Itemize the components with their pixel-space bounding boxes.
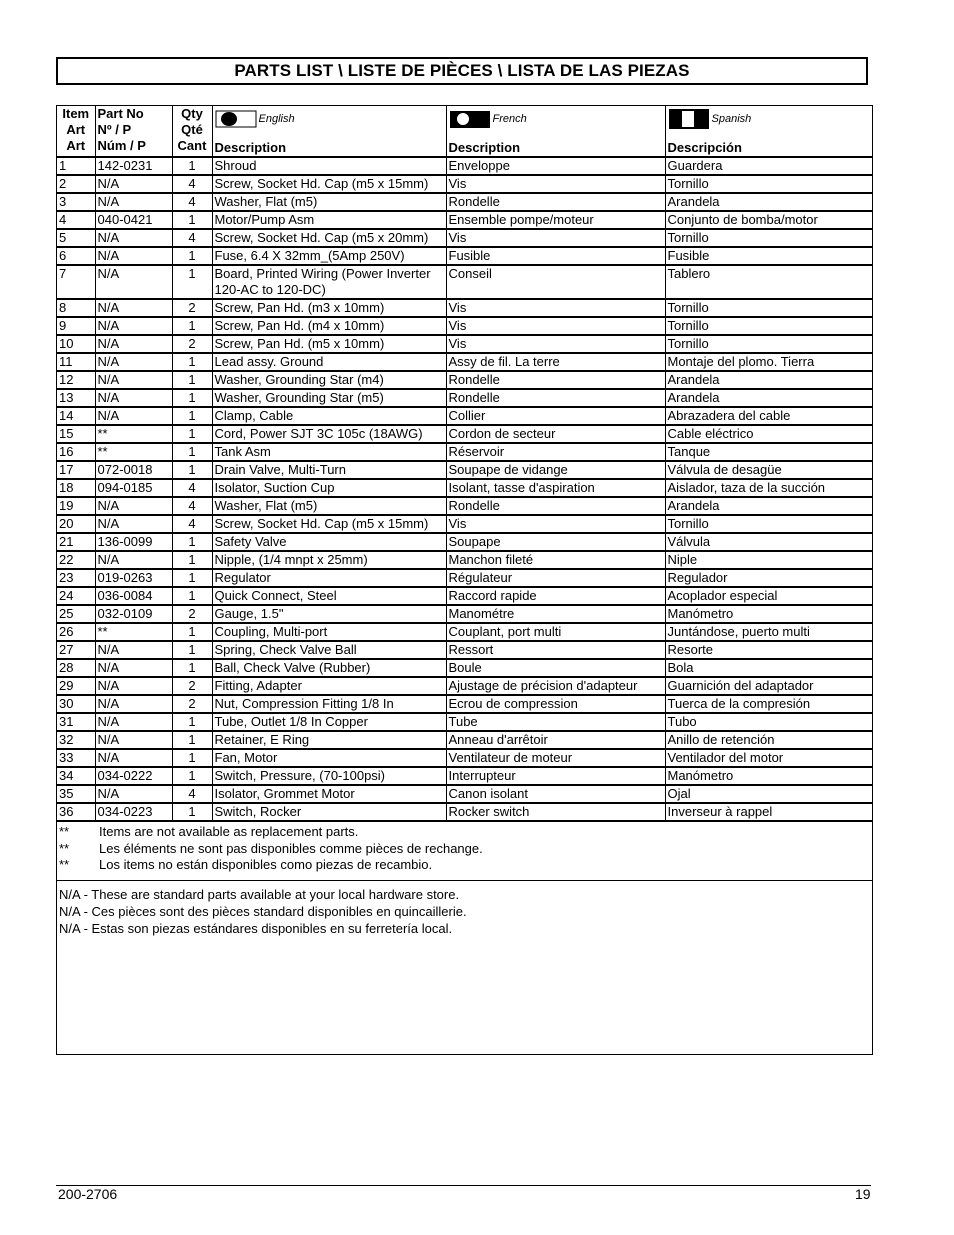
- part-number-cell: N/A: [95, 193, 172, 211]
- item-cell: 27: [57, 641, 95, 659]
- item-cell: 16: [57, 443, 95, 461]
- qty-cell: 1: [172, 461, 212, 479]
- part-number-cell: 032-0109: [95, 605, 172, 623]
- description-spanish-cell: Inverseur à rappel: [665, 803, 872, 820]
- description-french-cell: Interrupteur: [446, 767, 665, 785]
- table-row: [57, 605, 872, 623]
- description-french-cell: Ressort: [446, 641, 665, 659]
- table-row: [57, 247, 872, 265]
- item-cell: 2: [57, 175, 95, 193]
- item-cell: 31: [57, 713, 95, 731]
- table-row: [57, 533, 872, 551]
- item-cell: 10: [57, 335, 95, 353]
- english-flag-icon: [215, 110, 257, 128]
- description-english-cell: Shroud: [212, 157, 446, 175]
- table-row: [57, 551, 872, 569]
- part-number-cell: 136-0099: [95, 533, 172, 551]
- item-cell: 7: [57, 265, 95, 299]
- description-french-cell: Collier: [446, 407, 665, 425]
- item-cell: 5: [57, 229, 95, 247]
- qty-cell: 1: [172, 731, 212, 749]
- part-number-cell: 094-0185: [95, 479, 172, 497]
- qty-cell: 2: [172, 677, 212, 695]
- qty-cell: 1: [172, 407, 212, 425]
- table-row: [57, 803, 872, 820]
- spanish-flag-icon: [668, 108, 710, 130]
- table-row: [57, 479, 872, 497]
- description-english-cell: Screw, Pan Hd. (m3 x 10mm): [212, 299, 446, 317]
- description-english-cell: Board, Printed Wiring (Power Inverter 120-AC to 120-DC): [212, 265, 446, 299]
- description-french-cell: Ensemble pompe/moteur: [446, 211, 665, 229]
- description-french-cell: Rondelle: [446, 371, 665, 389]
- description-french-cell: Vis: [446, 175, 665, 193]
- table-row: [57, 713, 872, 731]
- document-number: 200-2706: [58, 1186, 118, 1202]
- footer-divider: [56, 1185, 871, 1186]
- description-english-cell: Gauge, 1.5": [212, 605, 446, 623]
- table-row: [57, 299, 872, 317]
- description-english-cell: Switch, Pressure, (70-100psi): [212, 767, 446, 785]
- qty-cell: 1: [172, 443, 212, 461]
- qty-cell: 2: [172, 605, 212, 623]
- part-number-cell: N/A: [95, 407, 172, 425]
- item-cell: 33: [57, 749, 95, 767]
- qty-cell: 1: [172, 211, 212, 229]
- note-row: ** Items are not available as replacement parts.: [59, 824, 359, 839]
- description-spanish-cell: Tanque: [665, 443, 872, 461]
- part-number-cell: 034-0222: [95, 767, 172, 785]
- parts-table: [57, 106, 872, 820]
- part-number-cell: 036-0084: [95, 587, 172, 605]
- description-english-cell: Motor/Pump Asm: [212, 211, 446, 229]
- item-cell: 20: [57, 515, 95, 533]
- header-description-french: French Description: [446, 106, 665, 157]
- description-french-cell: Régulateur: [446, 569, 665, 587]
- parts-table-body: [57, 157, 872, 820]
- qty-cell: 1: [172, 767, 212, 785]
- qty-cell: 1: [172, 569, 212, 587]
- part-number-cell: 019-0263: [95, 569, 172, 587]
- description-spanish-cell: Ventilador del motor: [665, 749, 872, 767]
- description-english-cell: Isolator, Grommet Motor: [212, 785, 446, 803]
- table-row: [57, 767, 872, 785]
- na-note-english: N/A - These are standard parts available at your local hardware store.: [59, 886, 460, 902]
- header-item: Item Art Art: [57, 106, 95, 157]
- description-french-cell: Enveloppe: [446, 157, 665, 175]
- description-french-cell: Raccord rapide: [446, 587, 665, 605]
- table-row: [57, 515, 872, 533]
- item-cell: 13: [57, 389, 95, 407]
- part-number-cell: N/A: [95, 659, 172, 677]
- header-part-no: Part No Nº / P Núm / P: [95, 106, 172, 157]
- item-cell: 18: [57, 479, 95, 497]
- qty-cell: 4: [172, 785, 212, 803]
- table-row: [57, 443, 872, 461]
- description-french-cell: Vis: [446, 515, 665, 533]
- part-number-cell: N/A: [95, 515, 172, 533]
- table-row: [57, 695, 872, 713]
- description-french-cell: Manchon fileté: [446, 551, 665, 569]
- description-french-cell: Vis: [446, 335, 665, 353]
- table-row: [57, 569, 872, 587]
- description-english-cell: Washer, Grounding Star (m4): [212, 371, 446, 389]
- description-english-cell: Fitting, Adapter: [212, 677, 446, 695]
- description-english-cell: Screw, Socket Hd. Cap (m5 x 15mm): [212, 175, 446, 193]
- description-spanish-cell: Acoplador especial: [665, 587, 872, 605]
- item-cell: 29: [57, 677, 95, 695]
- item-cell: 19: [57, 497, 95, 515]
- item-cell: 6: [57, 247, 95, 265]
- item-cell: 34: [57, 767, 95, 785]
- description-english-cell: Screw, Socket Hd. Cap (m5 x 20mm): [212, 229, 446, 247]
- part-number-cell: N/A: [95, 551, 172, 569]
- description-english-cell: Tube, Outlet 1/8 In Copper: [212, 713, 446, 731]
- description-english-cell: Regulator: [212, 569, 446, 587]
- description-english-cell: Fan, Motor: [212, 749, 446, 767]
- description-french-cell: Vis: [446, 317, 665, 335]
- description-english-cell: Cord, Power SJT 3C 105c (18AWG): [212, 425, 446, 443]
- header-description-spanish: Spanish Descripción: [665, 106, 872, 157]
- description-spanish-cell: Tornillo: [665, 317, 872, 335]
- description-english-cell: Screw, Pan Hd. (m4 x 10mm): [212, 317, 446, 335]
- description-english-cell: Nut, Compression Fitting 1/8 In: [212, 695, 446, 713]
- table-row: [57, 749, 872, 767]
- part-number-cell: 142-0231: [95, 157, 172, 175]
- qty-cell: 2: [172, 695, 212, 713]
- table-row: [57, 659, 872, 677]
- description-english-cell: Isolator, Suction Cup: [212, 479, 446, 497]
- qty-cell: 1: [172, 641, 212, 659]
- description-english-cell: Washer, Grounding Star (m5): [212, 389, 446, 407]
- table-row: [57, 425, 872, 443]
- table-row: [57, 335, 872, 353]
- part-number-cell: **: [95, 425, 172, 443]
- description-spanish-cell: Arandela: [665, 497, 872, 515]
- qty-cell: 1: [172, 353, 212, 371]
- item-cell: 24: [57, 587, 95, 605]
- description-spanish-cell: Tuerca de la compresión: [665, 695, 872, 713]
- description-spanish-cell: Guardera: [665, 157, 872, 175]
- table-row: [57, 677, 872, 695]
- english-label: English: [258, 113, 295, 125]
- french-flag-icon: [449, 108, 491, 130]
- item-cell: 9: [57, 317, 95, 335]
- description-french-cell: Soupape de vidange: [446, 461, 665, 479]
- item-cell: 3: [57, 193, 95, 211]
- description-french-cell: Conseil: [446, 265, 665, 299]
- part-number-cell: N/A: [95, 317, 172, 335]
- qty-cell: 2: [172, 299, 212, 317]
- table-row: [57, 175, 872, 193]
- description-english-cell: Lead assy. Ground: [212, 353, 446, 371]
- page-title-box: [56, 57, 868, 85]
- table-row: [57, 389, 872, 407]
- table-row: [57, 353, 872, 371]
- description-spanish-cell: Tablero: [665, 265, 872, 299]
- table-row: [57, 407, 872, 425]
- item-cell: 30: [57, 695, 95, 713]
- description-english-cell: Quick Connect, Steel: [212, 587, 446, 605]
- qty-cell: 1: [172, 803, 212, 820]
- page-number: 19: [855, 1186, 871, 1202]
- table-row: [57, 641, 872, 659]
- note-row: ** Los items no están disponibles como piezas de recambio.: [59, 857, 433, 872]
- description-french-cell: Isolant, tasse d'aspiration: [446, 479, 665, 497]
- item-cell: 22: [57, 551, 95, 569]
- description-english-cell: Fuse, 6.4 X 32mm_(5Amp 250V): [212, 247, 446, 265]
- description-french-cell: Canon isolant: [446, 785, 665, 803]
- description-spanish-cell: Juntándose, puerto multi: [665, 623, 872, 641]
- description-french-cell: Vis: [446, 299, 665, 317]
- description-english-cell: Safety Valve: [212, 533, 446, 551]
- part-number-cell: N/A: [95, 229, 172, 247]
- qty-cell: 1: [172, 587, 212, 605]
- description-french-cell: Ventilateur de moteur: [446, 749, 665, 767]
- description-spanish-cell: Arandela: [665, 193, 872, 211]
- part-number-cell: N/A: [95, 731, 172, 749]
- description-french-cell: Anneau d'arrêtoir: [446, 731, 665, 749]
- description-english-cell: Switch, Rocker: [212, 803, 446, 820]
- description-english-cell: Nipple, (1/4 mnpt x 25mm): [212, 551, 446, 569]
- table-row: [57, 317, 872, 335]
- table-row: [57, 229, 872, 247]
- description-french-cell: Réservoir: [446, 443, 665, 461]
- description-spanish-cell: Aislador, taza de la succión: [665, 479, 872, 497]
- description-french-cell: Vis: [446, 229, 665, 247]
- description-spanish-cell: Tornillo: [665, 515, 872, 533]
- item-cell: 14: [57, 407, 95, 425]
- spanish-label: Spanish: [711, 113, 752, 125]
- description-spanish-cell: Arandela: [665, 389, 872, 407]
- item-cell: 1: [57, 157, 95, 175]
- table-row: [57, 785, 872, 803]
- description-english-cell: Clamp, Cable: [212, 407, 446, 425]
- part-number-cell: 072-0018: [95, 461, 172, 479]
- item-cell: 26: [57, 623, 95, 641]
- description-french-cell: Boule: [446, 659, 665, 677]
- table-row: [57, 623, 872, 641]
- part-number-cell: N/A: [95, 749, 172, 767]
- qty-cell: 1: [172, 713, 212, 731]
- item-cell: 4: [57, 211, 95, 229]
- description-french-cell: Assy de fil. La terre: [446, 353, 665, 371]
- item-cell: 8: [57, 299, 95, 317]
- table-row: [57, 461, 872, 479]
- description-french-cell: Ecrou de compression: [446, 695, 665, 713]
- page-title: PARTS LIST \ LISTE DE PIÈCES \ LISTA DE LAS PIEZAS: [234, 61, 690, 80]
- part-number-cell: N/A: [95, 247, 172, 265]
- item-cell: 28: [57, 659, 95, 677]
- table-row: [57, 587, 872, 605]
- french-label: French: [492, 113, 527, 125]
- part-number-cell: N/A: [95, 299, 172, 317]
- qty-cell: 4: [172, 229, 212, 247]
- table-row: [57, 193, 872, 211]
- qty-cell: 4: [172, 193, 212, 211]
- description-english-cell: Ball, Check Valve (Rubber): [212, 659, 446, 677]
- qty-cell: 1: [172, 551, 212, 569]
- description-spanish-cell: Válvula: [665, 533, 872, 551]
- description-french-cell: Manométre: [446, 605, 665, 623]
- description-english-cell: Washer, Flat (m5): [212, 497, 446, 515]
- description-spanish-cell: Resorte: [665, 641, 872, 659]
- part-number-cell: N/A: [95, 713, 172, 731]
- description-spanish-cell: Fusible: [665, 247, 872, 265]
- description-english-cell: Screw, Socket Hd. Cap (m5 x 15mm): [212, 515, 446, 533]
- header-qty: Qty Qté Cant: [172, 106, 212, 157]
- description-spanish-cell: Guarnición del adaptador: [665, 677, 872, 695]
- description-french-cell: Rondelle: [446, 497, 665, 515]
- availability-notes: [57, 820, 872, 880]
- na-notes: [57, 880, 872, 942]
- item-cell: 35: [57, 785, 95, 803]
- qty-cell: 4: [172, 175, 212, 193]
- table-row: [57, 497, 872, 515]
- description-spanish-cell: Manómetro: [665, 767, 872, 785]
- part-number-cell: N/A: [95, 695, 172, 713]
- na-note-spanish: N/A - Estas son piezas estándares disponibles en su ferretería local.: [59, 920, 453, 936]
- qty-cell: 1: [172, 623, 212, 641]
- description-spanish-cell: Tornillo: [665, 175, 872, 193]
- description-french-cell: Tube: [446, 713, 665, 731]
- description-spanish-cell: Arandela: [665, 371, 872, 389]
- part-number-cell: 040-0421: [95, 211, 172, 229]
- qty-cell: 1: [172, 425, 212, 443]
- part-number-cell: **: [95, 443, 172, 461]
- part-number-cell: N/A: [95, 371, 172, 389]
- description-spanish-cell: Cable eléctrico: [665, 425, 872, 443]
- description-french-cell: Couplant, port multi: [446, 623, 665, 641]
- part-number-cell: N/A: [95, 353, 172, 371]
- description-spanish-cell: Tornillo: [665, 299, 872, 317]
- parts-list-table: [56, 105, 873, 1055]
- item-cell: 12: [57, 371, 95, 389]
- qty-cell: 4: [172, 515, 212, 533]
- description-spanish-cell: Tornillo: [665, 229, 872, 247]
- qty-cell: 2: [172, 335, 212, 353]
- description-spanish-cell: Tornillo: [665, 335, 872, 353]
- qty-cell: 1: [172, 389, 212, 407]
- part-number-cell: N/A: [95, 175, 172, 193]
- description-english-cell: Tank Asm: [212, 443, 446, 461]
- part-number-cell: N/A: [95, 785, 172, 803]
- qty-cell: 1: [172, 749, 212, 767]
- description-spanish-cell: Manómetro: [665, 605, 872, 623]
- part-number-cell: N/A: [95, 497, 172, 515]
- item-cell: 15: [57, 425, 95, 443]
- description-spanish-cell: Anillo de retención: [665, 731, 872, 749]
- description-english-cell: Drain Valve, Multi-Turn: [212, 461, 446, 479]
- table-row: [57, 265, 872, 299]
- item-cell: 17: [57, 461, 95, 479]
- item-cell: 21: [57, 533, 95, 551]
- description-english-cell: Spring, Check Valve Ball: [212, 641, 446, 659]
- description-french-cell: Cordon de secteur: [446, 425, 665, 443]
- qty-cell: 1: [172, 371, 212, 389]
- item-cell: 11: [57, 353, 95, 371]
- table-row: [57, 731, 872, 749]
- part-number-cell: 034-0223: [95, 803, 172, 820]
- qty-cell: 1: [172, 157, 212, 175]
- qty-cell: 1: [172, 247, 212, 265]
- description-spanish-cell: Montaje del plomo. Tierra: [665, 353, 872, 371]
- description-spanish-cell: Tubo: [665, 713, 872, 731]
- part-number-cell: N/A: [95, 265, 172, 299]
- description-spanish-cell: Válvula de desagüe: [665, 461, 872, 479]
- qty-cell: 1: [172, 317, 212, 335]
- table-row: [57, 211, 872, 229]
- table-row: [57, 157, 872, 175]
- note-row: ** Les éléments ne sont pas disponibles comme pièces de rechange.: [59, 840, 483, 856]
- qty-cell: 1: [172, 265, 212, 299]
- description-english-cell: Retainer, E Ring: [212, 731, 446, 749]
- description-spanish-cell: Abrazadera del cable: [665, 407, 872, 425]
- part-number-cell: **: [95, 623, 172, 641]
- part-number-cell: N/A: [95, 677, 172, 695]
- description-french-cell: Ajustage de précision d'adapteur: [446, 677, 665, 695]
- description-spanish-cell: Regulador: [665, 569, 872, 587]
- table-row: [57, 371, 872, 389]
- item-cell: 23: [57, 569, 95, 587]
- description-english-cell: Screw, Pan Hd. (m5 x 10mm): [212, 335, 446, 353]
- qty-cell: 4: [172, 479, 212, 497]
- part-number-cell: N/A: [95, 389, 172, 407]
- part-number-cell: N/A: [95, 641, 172, 659]
- description-french-cell: Rocker switch: [446, 803, 665, 820]
- description-spanish-cell: Ojal: [665, 785, 872, 803]
- description-english-cell: Washer, Flat (m5): [212, 193, 446, 211]
- description-french-cell: Rondelle: [446, 193, 665, 211]
- description-french-cell: Soupape: [446, 533, 665, 551]
- description-spanish-cell: Conjunto de bomba/motor: [665, 211, 872, 229]
- description-french-cell: Rondelle: [446, 389, 665, 407]
- header-description-english: English Description: [212, 106, 446, 157]
- item-cell: 36: [57, 803, 95, 820]
- qty-cell: 1: [172, 533, 212, 551]
- description-spanish-cell: Bola: [665, 659, 872, 677]
- description-english-cell: Coupling, Multi-port: [212, 623, 446, 641]
- qty-cell: 4: [172, 497, 212, 515]
- item-cell: 25: [57, 605, 95, 623]
- description-spanish-cell: Niple: [665, 551, 872, 569]
- qty-cell: 1: [172, 659, 212, 677]
- part-number-cell: N/A: [95, 335, 172, 353]
- description-french-cell: Fusible: [446, 247, 665, 265]
- item-cell: 32: [57, 731, 95, 749]
- na-note-french: N/A - Ces pièces sont des pièces standard disponibles en quincaillerie.: [59, 903, 467, 919]
